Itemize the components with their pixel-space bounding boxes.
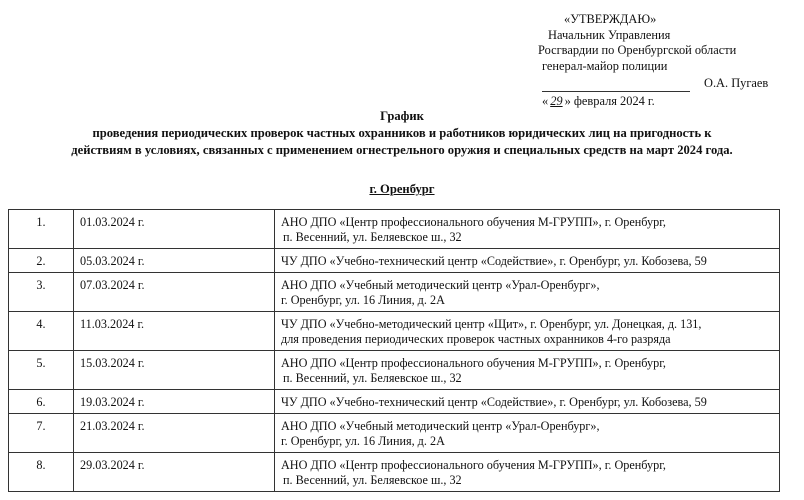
approval-date-day: 29 xyxy=(550,93,563,108)
row-organization xyxy=(275,210,780,249)
org-line: п. Весенний, ул. Беляевское ш., 32 xyxy=(283,371,462,385)
org-line: АНО ДПО «Центр профессионального обучения М-ГРУПП», г. Оренбург, xyxy=(281,356,666,370)
row-number: 1. xyxy=(9,210,74,249)
title-line1: проведения периодических проверок частных охранников и работников юридических лиц на пригодность к xyxy=(92,126,712,140)
table-row xyxy=(9,273,780,312)
row-date: 05.03.2024 г. xyxy=(74,249,275,273)
row-date: 21.03.2024 г. xyxy=(74,414,275,453)
approval-position-line2: Росгвардии по Оренбургской области xyxy=(538,43,737,57)
row-number: 2. xyxy=(9,249,74,273)
org-line: ЧУ ДПО «Учебно-технический центр «Содействие», г. Оренбург, ул. Кобозева, 59 xyxy=(281,254,707,268)
row-number: 6. xyxy=(9,390,74,414)
org-line: АНО ДПО «Центр профессионального обучения М-ГРУПП», г. Оренбург, xyxy=(281,215,666,229)
row-date: 15.03.2024 г. xyxy=(74,351,275,390)
row-number: 4. xyxy=(9,312,74,351)
org-line: ЧУ ДПО «Учебно-методический центр «Щит», г. Оренбург, ул. Донецкая, д. 131, xyxy=(281,317,702,331)
row-organization xyxy=(275,312,780,351)
row-number: 8. xyxy=(9,453,74,492)
title-heading: График xyxy=(380,109,424,123)
signatory-name: О.А. Пугаев xyxy=(704,76,769,90)
table-row xyxy=(9,351,780,390)
signature-row xyxy=(538,76,800,92)
row-number: 5. xyxy=(9,351,74,390)
row-date: 07.03.2024 г. xyxy=(74,273,275,312)
table-row xyxy=(9,453,780,492)
row-date: 01.03.2024 г. xyxy=(74,210,275,249)
table-row xyxy=(9,312,780,351)
signature-line xyxy=(542,79,690,92)
org-line: п. Весенний, ул. Беляевское ш., 32 xyxy=(283,230,462,244)
table-row xyxy=(9,390,780,414)
approval-date-rest: » февраля 2024 г. xyxy=(564,93,655,108)
row-date: 29.03.2024 г. xyxy=(74,453,275,492)
org-line: для проведения периодических проверок частных охранников 4-го разряда xyxy=(281,332,671,346)
row-number: 7. xyxy=(9,414,74,453)
org-line: ЧУ ДПО «Учебно-технический центр «Содействие», г. Оренбург, ул. Кобозева, 59 xyxy=(281,395,707,409)
approval-block xyxy=(538,12,800,109)
row-organization xyxy=(275,273,780,312)
row-organization xyxy=(275,453,780,492)
org-line: г. Оренбург, ул. 16 Линия, д. 2А xyxy=(281,434,445,448)
city-heading: г. Оренбург xyxy=(369,182,435,196)
row-date: 19.03.2024 г. xyxy=(74,390,275,414)
row-organization xyxy=(275,351,780,390)
org-line: АНО ДПО «Учебный методический центр «Урал-Оренбург», xyxy=(281,278,600,292)
table-row xyxy=(9,414,780,453)
approval-rank: генерал-майор полиции xyxy=(542,58,668,73)
row-date: 11.03.2024 г. xyxy=(74,312,275,351)
table-row xyxy=(9,210,780,249)
row-number: 3. xyxy=(9,273,74,312)
org-line: АНО ДПО «Учебный методический центр «Урал-Оренбург», xyxy=(281,419,600,433)
row-organization xyxy=(275,249,780,273)
approval-date xyxy=(538,94,800,110)
org-line: АНО ДПО «Центр профессионального обучения М-ГРУПП», г. Оренбург, xyxy=(281,458,666,472)
approval-heading: «УТВЕРЖДАЮ» xyxy=(564,12,657,26)
table-row xyxy=(9,249,780,273)
schedule-table xyxy=(8,209,780,492)
row-organization xyxy=(275,414,780,453)
org-line: г. Оренбург, ул. 16 Линия, д. 2А xyxy=(281,293,445,307)
approval-position-line1: Начальник Управления xyxy=(548,27,671,42)
row-organization xyxy=(275,390,780,414)
org-line: п. Весенний, ул. Беляевское ш., 32 xyxy=(283,473,462,487)
document-title xyxy=(0,108,804,159)
approval-date-quote: « xyxy=(542,93,549,108)
title-line2: действиям в условиях, связанных с применением огнестрельного оружия и специальных средств на март 2024 года. xyxy=(71,143,733,157)
